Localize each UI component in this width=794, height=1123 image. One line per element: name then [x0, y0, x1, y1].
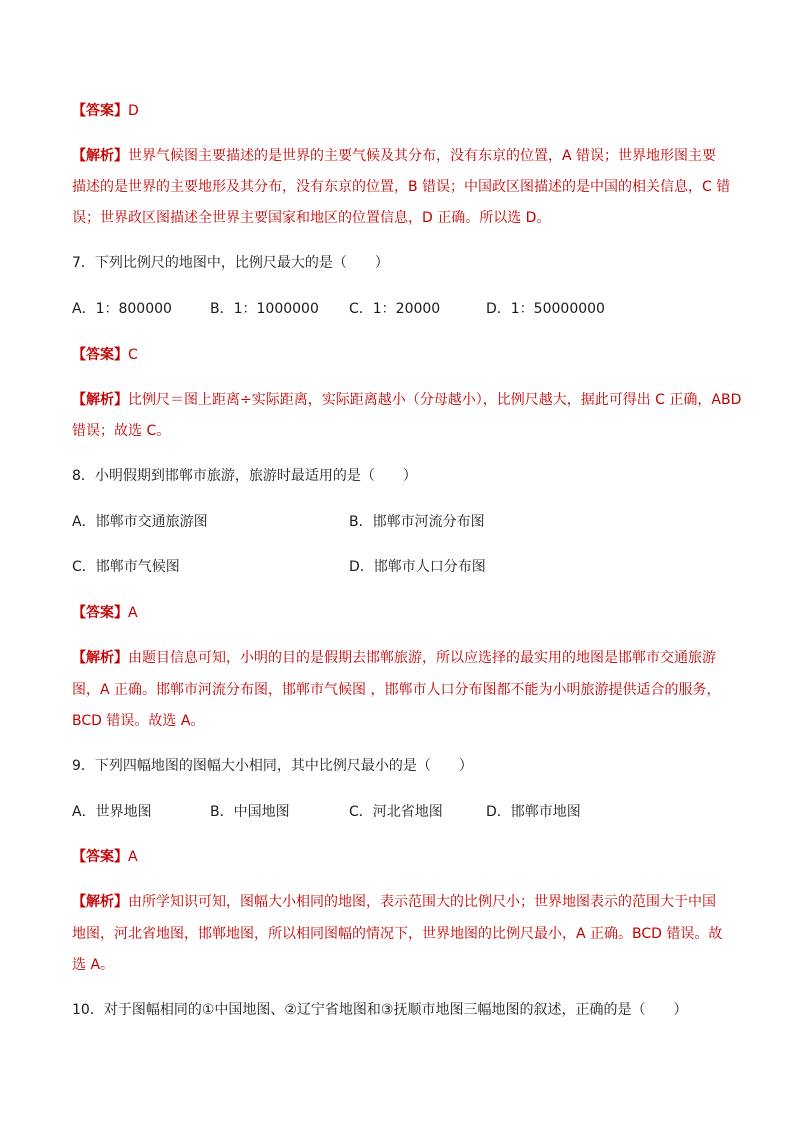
question-8-option-b: B．邯郸市河流分布图 [349, 514, 485, 530]
question-8-stem: 8．小明假期到邯郸市旅游，旅游时最适用的是（ ） [72, 468, 417, 484]
question-7-option-b: B．1：1000000 [210, 301, 319, 317]
answer-6 [72, 101, 139, 121]
explanation-9-line-3: 选 A。 [72, 957, 115, 973]
explanation-text: 世界气候图主要描述的是世界的主要气候及其分布，没有东京的位置，A 错误；世界地形图主要 [128, 148, 717, 164]
question-9-option-c: C．河北省地图 [349, 804, 443, 820]
explanation-text: 由所学知识可知，图幅大小相同的地图，表示范围大的比例尺小；世界地图表示的范围大于中国 [128, 894, 716, 910]
question-8-option-d: D．邯郸市人口分布图 [349, 559, 486, 575]
answer-tag: 【答案】 [72, 347, 128, 363]
explanation-9-line-1 [72, 892, 716, 912]
answer-8 [72, 603, 138, 623]
explanation-7-line-2: 错误；故选 C。 [72, 423, 171, 439]
explanation-6-line-1 [72, 146, 716, 166]
answer-value: C [128, 347, 138, 363]
question-7-option-a: A．1：800000 [72, 301, 172, 317]
answer-value: A [128, 605, 138, 621]
explanation-text: 由题目信息可知，小明的目的是假期去邯郸旅游，所以应选择的最实用的地图是邯郸市交通旅游 [128, 650, 716, 666]
question-9-option-a: A．世界地图 [72, 804, 152, 820]
question-8-option-a: A．邯郸市交通旅游图 [72, 514, 208, 530]
explanation-tag: 【解析】 [72, 392, 128, 408]
question-9-stem: 9．下列四幅地图的图幅大小相同，其中比例尺最小的是（ ） [72, 758, 473, 774]
answer-value: A [128, 849, 138, 865]
explanation-8-line-2: 图，A 正确。邯郸市河流分布图，邯郸市气候图 ，邯郸市人口分布图都不能为小明旅游提供适合的服务， [72, 682, 721, 698]
explanation-9-line-2: 地图，河北省地图，邯郸地图，所以相同图幅的情况下，世界地图的比例尺最小，A 正确。BCD 错误。故 [72, 926, 723, 942]
explanation-7-line-1 [72, 390, 741, 410]
explanation-text: 比例尺＝图上距离÷实际距离，实际距离越小（分母越小），比例尺越大，据此可得出 C 正确，ABD [128, 392, 742, 408]
answer-value: D [128, 103, 139, 119]
question-7-stem: 7．下列比例尺的地图中，比例尺最大的是（ ） [72, 255, 389, 271]
question-9-option-b: B．中国地图 [210, 804, 290, 820]
answer-9 [72, 847, 138, 867]
explanation-tag: 【解析】 [72, 148, 128, 164]
explanation-6-line-2: 描述的是世界的主要地形及其分布，没有东京的位置，B 错误；中国政区图描述的是中国的相关信息，C 错 [72, 179, 731, 195]
answer-tag: 【答案】 [72, 605, 128, 621]
question-8-option-c: C．邯郸市气候图 [72, 559, 180, 575]
question-9-option-d: D．邯郸市地图 [486, 804, 581, 820]
answer-tag: 【答案】 [72, 103, 128, 119]
explanation-8-line-3: BCD 错误。故选 A。 [72, 713, 205, 729]
question-10-stem: 10．对于图幅相同的①中国地图、②辽宁省地图和③抚顺市地图三幅地图的叙述，正确的是（ ） [72, 1002, 688, 1018]
explanation-8-line-1 [72, 648, 716, 668]
answer-tag: 【答案】 [72, 849, 128, 865]
answer-7 [72, 345, 138, 365]
question-7-option-c: C．1：20000 [349, 301, 441, 317]
question-7-option-d: D．1：50000000 [486, 301, 605, 317]
explanation-tag: 【解析】 [72, 894, 128, 910]
explanation-6-line-3: 误；世界政区图描述全世界主要国家和地区的位置信息，D 正确。所以选 D。 [72, 210, 551, 226]
explanation-tag: 【解析】 [72, 650, 128, 666]
